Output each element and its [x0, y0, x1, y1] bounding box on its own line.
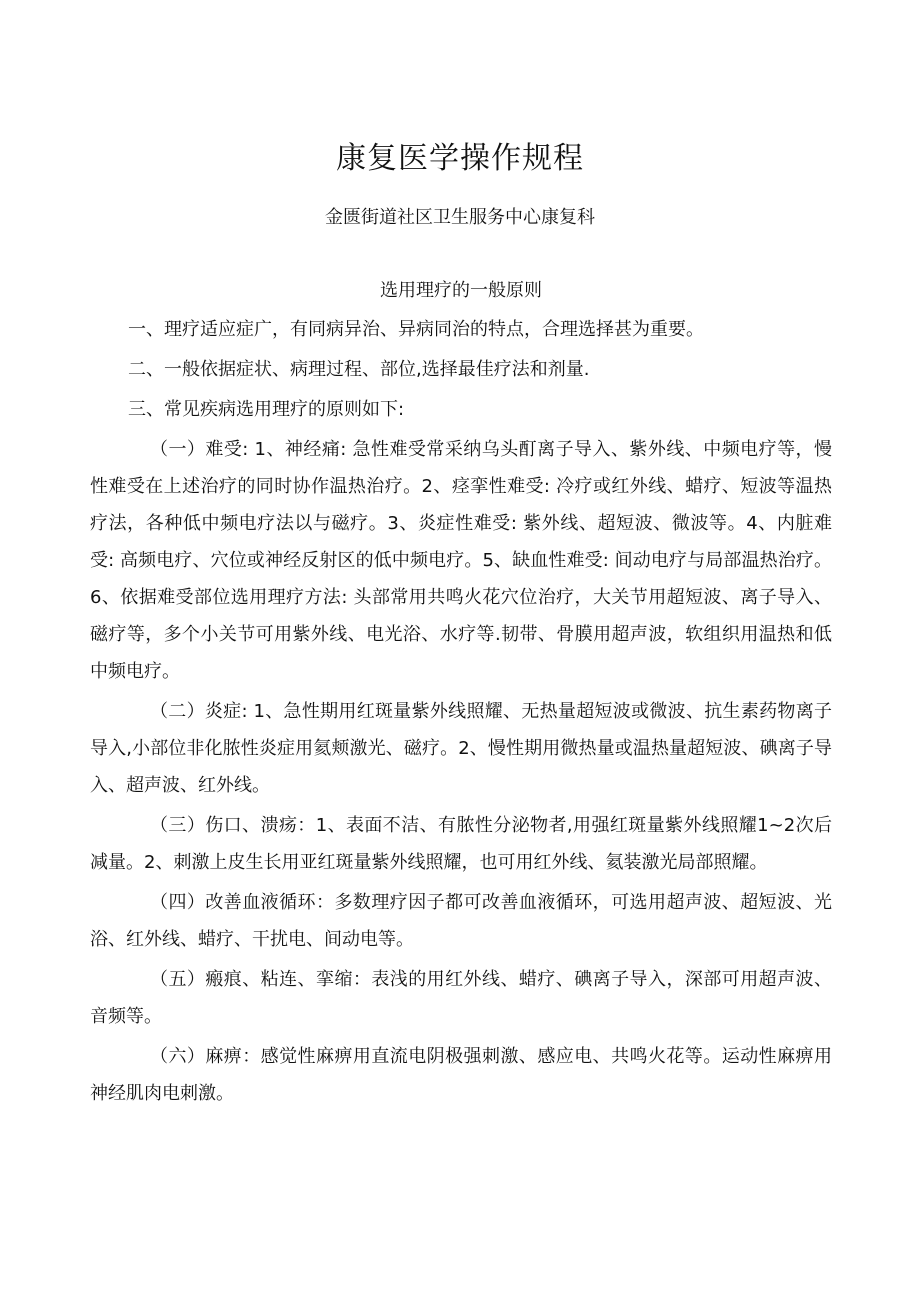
paragraph: 二、一般依据症状、病理过程、部位,选择最佳疗法和剂量.: [128, 359, 590, 380]
document-title: 康复医学操作规程: [336, 141, 584, 176]
paragraph: （三）伤口、溃疡：1、表面不洁、有脓性分泌物者,用强红斑量紫外线照耀1~2次后减量。2、刺激上皮生长用亚红斑量紫外线照耀，也可用红外线、氦装激光局部照耀。: [90, 815, 832, 873]
paragraph: （二）炎症: 1、急性期用红斑量紫外线照耀、无热量超短波或微波、抗生素药物离子导入,小部位非化脓性炎症用氦颊激光、磁疗。2、慢性期用微热量或温热量超短波、碘离子导入、超声波、红外线。: [90, 701, 832, 796]
paragraph: （四）改善血液循环：多数理疗因子都可改善血液循环，可选用超声波、超短波、光浴、红外线、蜡疗、干扰电、间动电等。: [90, 892, 832, 950]
document-body: [90, 272, 832, 1115]
paragraph: （六）麻痹：感觉性麻痹用直流电阴极强刺激、感应电、共鸣火花等。运动性麻痹用神经肌肉电刺激。: [90, 1046, 832, 1104]
paragraph: （五）瘢痕、粘连、挛缩：表浅的用红外线、蜡疗、碘离子导入，深部可用超声波、音频等。: [90, 969, 832, 1027]
document-subtitle: 金匮街道社区卫生服务中心康复科: [325, 207, 595, 228]
paragraph: 一、理疗适应症广，有同病异治、异病同治的特点，合理选择甚为重要。: [128, 319, 704, 340]
paragraph: （一）难受: 1、神经痛: 急性难受常采纳乌头酊离子导入、紫外线、中频电疗等，慢性难受在上述治疗的同时协作温热治疗。2、痉挛性难受: 冷疗或红外线、蜡疗、短波等温热疗法，各种低中频电疗法以与磁疗。3、炎症性难受: 紫外线、超短波、微波等。4、内脏难受: 高频电疗、穴位或神经反射区的低中频电疗。5、缺血性难受: 间动电疗与局部温热治疗。6、依据难受部位选用理疗方法: 头部常用共鸣火花穴位治疗，大关节用超短波、离子导入、磁疗等，多个小关节可用紫外线、电光浴、水疗等.韧带、骨膜用超声波，软组织用温热和低中频电疗。: [90, 439, 832, 682]
section-heading: 选用理疗的一般原则: [380, 280, 542, 301]
paragraph: 三、常见疾病选用理疗的原则如下:: [128, 399, 405, 420]
